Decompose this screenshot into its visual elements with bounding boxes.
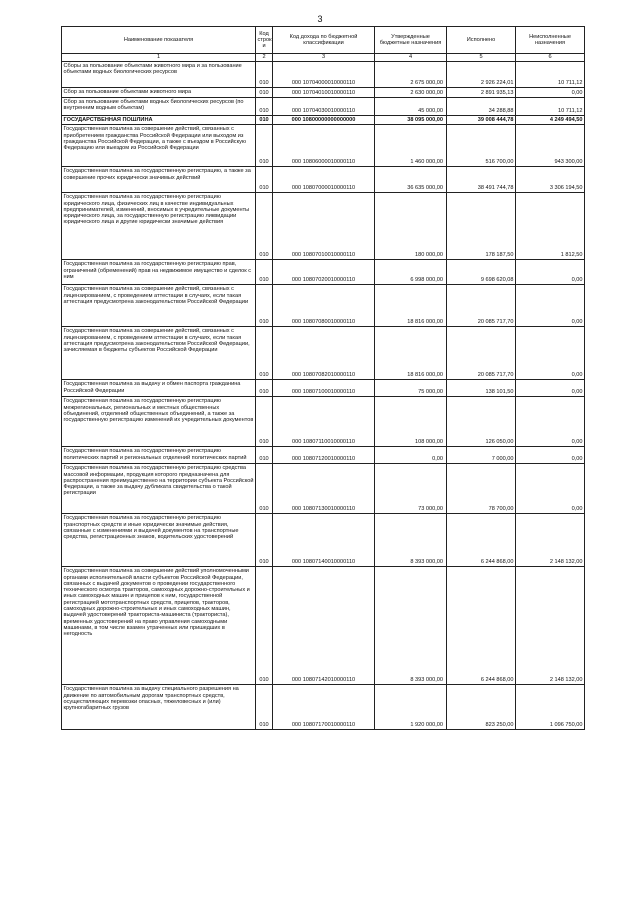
row-executed: 39 008 444,78 xyxy=(447,116,516,125)
row-approved: 38 095 000,00 xyxy=(375,116,447,125)
row-executed: 6 244 868,00 xyxy=(447,567,516,685)
row-unexecuted: 0,00 xyxy=(516,397,585,447)
table-row xyxy=(62,125,585,167)
row-executed: 34 288,88 xyxy=(447,98,516,116)
row-approved: 8 393 000,00 xyxy=(375,567,447,685)
row-executed: 823 250,00 xyxy=(447,685,516,730)
row-approved: 6 998 000,00 xyxy=(375,260,447,285)
row-executed: 6 244 868,00 xyxy=(447,514,516,567)
row-approved: 0,00 xyxy=(375,447,447,464)
row-unexecuted: 10 711,12 xyxy=(516,98,585,116)
column-number-row xyxy=(62,54,585,62)
row-unexecuted: 3 306 194,50 xyxy=(516,167,585,193)
row-indicator-name: Государственная пошлина за государственную регистрацию политических партий и региональных отделений политических партий xyxy=(62,447,256,464)
row-code: 010 xyxy=(256,447,273,464)
table-row xyxy=(62,685,585,730)
row-indicator-name: Государственная пошлина за государственную регистрацию, а также за совершение прочих юридически значимых действий xyxy=(62,167,256,193)
column-number: 1 xyxy=(62,54,256,62)
table-row xyxy=(62,285,585,327)
row-kbk: 000 10807120010000110 xyxy=(273,447,375,464)
header-approved: Утвержденные бюджетные назначения xyxy=(375,27,447,54)
table-row xyxy=(62,167,585,193)
row-code: 010 xyxy=(256,62,273,88)
row-executed: 138 101,50 xyxy=(447,380,516,397)
row-executed: 516 700,00 xyxy=(447,125,516,167)
header-executed: Исполнено xyxy=(447,27,516,54)
row-unexecuted: 0,00 xyxy=(516,285,585,327)
page-number: 3 xyxy=(317,14,323,24)
table-row xyxy=(62,567,585,685)
row-code: 010 xyxy=(256,260,273,285)
row-approved: 2 630 000,00 xyxy=(375,88,447,98)
table-row xyxy=(62,88,585,98)
budget-execution-table xyxy=(61,26,585,730)
row-kbk: 000 10807142010000110 xyxy=(273,567,375,685)
row-indicator-name: Сборы за пользование объектами животного мира и за пользование объектами водных биологических ресурсов xyxy=(62,62,256,88)
row-kbk: 000 10807000010000110 xyxy=(273,167,375,193)
row-executed: 126 050,00 xyxy=(447,397,516,447)
table-row xyxy=(62,62,585,88)
row-unexecuted: 0,00 xyxy=(516,447,585,464)
row-kbk: 000 10704030010000110 xyxy=(273,98,375,116)
column-number: 4 xyxy=(375,54,447,62)
row-kbk: 000 10807010010000110 xyxy=(273,193,375,260)
row-code: 010 xyxy=(256,125,273,167)
column-number: 5 xyxy=(447,54,516,62)
table-row xyxy=(62,447,585,464)
table-row xyxy=(62,464,585,514)
row-executed: 20 085 717,70 xyxy=(447,285,516,327)
row-code: 010 xyxy=(256,98,273,116)
row-executed: 2 926 224,01 xyxy=(447,62,516,88)
table-row xyxy=(62,380,585,397)
row-indicator-name: Государственная пошлина за выдачу специального разрешения на движение по автомобильным дорогам транспортных средств, осуществляющих перевозки опасных, тяжеловесных и (или) крупногабаритных грузов xyxy=(62,685,256,730)
row-kbk: 000 10806000010000110 xyxy=(273,125,375,167)
row-executed: 38 491 744,78 xyxy=(447,167,516,193)
row-indicator-name: Сбор за пользование объектами животного мира xyxy=(62,88,256,98)
row-code: 010 xyxy=(256,397,273,447)
row-executed: 9 698 620,08 xyxy=(447,260,516,285)
row-approved: 108 000,00 xyxy=(375,397,447,447)
row-code: 010 xyxy=(256,685,273,730)
row-code: 010 xyxy=(256,193,273,260)
row-executed: 178 187,50 xyxy=(447,193,516,260)
row-kbk: 000 10704000010000110 xyxy=(273,62,375,88)
header-kbk: Код дохода по бюджетной классификации xyxy=(273,27,375,54)
row-indicator-name: Государственная пошлина за государственную регистрацию прав, ограничений (обременений) прав на недвижимое имущество и сделок с ним xyxy=(62,260,256,285)
column-number: 2 xyxy=(256,54,273,62)
header-row xyxy=(62,27,585,54)
row-kbk: 000 10807100010000110 xyxy=(273,380,375,397)
row-approved: 180 000,00 xyxy=(375,193,447,260)
header-indicator-name: Наименование показателя xyxy=(62,27,256,54)
row-indicator-name: Государственная пошлина за государственную регистрацию юридического лица, физических лиц в качестве индивидуальных предпринимателей, изменений, вносимых в учредительные документы юридического лица, за государственную регистрацию ликвидации юридического лица и другие юридически значимые действия xyxy=(62,193,256,260)
row-approved: 1 920 000,00 xyxy=(375,685,447,730)
row-kbk: 000 10807130010000110 xyxy=(273,464,375,514)
row-unexecuted: 2 148 132,00 xyxy=(516,514,585,567)
row-code: 010 xyxy=(256,380,273,397)
column-number: 3 xyxy=(273,54,375,62)
table-row xyxy=(62,514,585,567)
row-indicator-name: ГОСУДАРСТВЕННАЯ ПОШЛИНА xyxy=(62,116,256,125)
row-indicator-name: Государственная пошлина за совершение действий, связанных с приобретением гражданства Российской Федерации или выходом из гражданства Российской Федерации, а также с въездом в Российскую Федерацию или выездом из Российской Федерации xyxy=(62,125,256,167)
row-indicator-name: Государственная пошлина за государственную регистрацию средства массовой информации, продукция которого предназначена для распространения преимущественно на территории субъекта Российской Федерации, а также за выдачу дубликата свидетельства о такой регистрации xyxy=(62,464,256,514)
row-unexecuted: 10 711,12 xyxy=(516,62,585,88)
row-unexecuted: 0,00 xyxy=(516,260,585,285)
row-approved: 18 816 000,00 xyxy=(375,327,447,380)
row-unexecuted: 0,00 xyxy=(516,380,585,397)
row-approved: 36 635 000,00 xyxy=(375,167,447,193)
row-kbk: 000 10807020010000110 xyxy=(273,260,375,285)
table-row xyxy=(62,327,585,380)
row-code: 010 xyxy=(256,327,273,380)
row-kbk: 000 10807080010000110 xyxy=(273,285,375,327)
row-code: 010 xyxy=(256,167,273,193)
header-row-code: Код строк и xyxy=(256,27,273,54)
row-approved: 18 816 000,00 xyxy=(375,285,447,327)
row-executed: 2 891 935,13 xyxy=(447,88,516,98)
row-executed: 78 700,00 xyxy=(447,464,516,514)
row-approved: 73 000,00 xyxy=(375,464,447,514)
row-unexecuted: 943 300,00 xyxy=(516,125,585,167)
table-row xyxy=(62,193,585,260)
table-row xyxy=(62,260,585,285)
row-indicator-name: Государственная пошлина за совершение действий, связанных с лицензированием, с проведением аттестации в случаях, если такая аттестация предусмотрена законодательством Российской Федерации xyxy=(62,285,256,327)
row-code: 010 xyxy=(256,116,273,125)
row-kbk: 000 10807110010000110 xyxy=(273,397,375,447)
row-executed: 20 085 717,70 xyxy=(447,327,516,380)
header-unexecuted: Неисполненные назначения xyxy=(516,27,585,54)
row-kbk: 000 10807140010000110 xyxy=(273,514,375,567)
row-unexecuted: 1 096 750,00 xyxy=(516,685,585,730)
row-kbk: 000 10704010010000110 xyxy=(273,88,375,98)
row-code: 010 xyxy=(256,514,273,567)
row-unexecuted: 4 249 494,50 xyxy=(516,116,585,125)
row-code: 010 xyxy=(256,88,273,98)
row-approved: 2 675 000,00 xyxy=(375,62,447,88)
row-indicator-name: Государственная пошлина за совершение действий уполномоченными органами исполнительной власти субъектов Российской Федерации, связанных с выдачей документов о проведении государственного технического осмотра тракторов, самоходных дорожно-строительных и иных самоходных машин и прицепов к ним, государственной регистрацией мототранспортных средств, прицепов, тракторов, самоходных дорожно-строительных и иных самоходных машин, выдачей удостоверений тракториста-машиниста (тракториста), временных удостоверений на право управления самоходными машинами, в том числе взамен утраченных или пришедших в негодность xyxy=(62,567,256,685)
row-approved: 45 000,00 xyxy=(375,98,447,116)
row-code: 010 xyxy=(256,567,273,685)
row-approved: 1 460 000,00 xyxy=(375,125,447,167)
row-unexecuted: 1 812,50 xyxy=(516,193,585,260)
row-code: 010 xyxy=(256,285,273,327)
row-kbk: 000 10807170010000110 xyxy=(273,685,375,730)
row-unexecuted: 0,00 xyxy=(516,88,585,98)
row-approved: 8 393 000,00 xyxy=(375,514,447,567)
table-body xyxy=(62,62,585,730)
row-indicator-name: Государственная пошлина за совершение действий, связанных с лицензированием, с проведением аттестации в случаях, если такая аттестация предусмотрена законодательством Российской Федерации, зачисляемая в бюджеты субъектов Российской Федерации xyxy=(62,327,256,380)
row-kbk: 000 10807082010000110 xyxy=(273,327,375,380)
table-row xyxy=(62,397,585,447)
column-number: 6 xyxy=(516,54,585,62)
row-unexecuted: 2 148 132,00 xyxy=(516,567,585,685)
row-executed: 7 000,00 xyxy=(447,447,516,464)
table-row xyxy=(62,116,585,125)
row-kbk: 000 10800000000000000 xyxy=(273,116,375,125)
table-row xyxy=(62,98,585,116)
row-approved: 75 000,00 xyxy=(375,380,447,397)
row-unexecuted: 0,00 xyxy=(516,464,585,514)
row-indicator-name: Государственная пошлина за выдачу и обмен паспорта гражданина Российской Федерации xyxy=(62,380,256,397)
row-unexecuted: 0,00 xyxy=(516,327,585,380)
row-indicator-name: Государственная пошлина за государственную регистрацию транспортных средств и иные юридически значимые действия, связанные с изменениями и выдачей документов на транспортные средства, регистрационных знаков, водительских удостоверений xyxy=(62,514,256,567)
row-indicator-name: Сбор за пользование объектами водных биологических ресурсов (по внутренним водным объектам) xyxy=(62,98,256,116)
row-indicator-name: Государственная пошлина за государственную регистрацию межрегиональных, региональных и местных общественных объединений, отделений общественных объединений, а также за государственную регистрацию изменений их учредительных документов xyxy=(62,397,256,447)
row-code: 010 xyxy=(256,464,273,514)
